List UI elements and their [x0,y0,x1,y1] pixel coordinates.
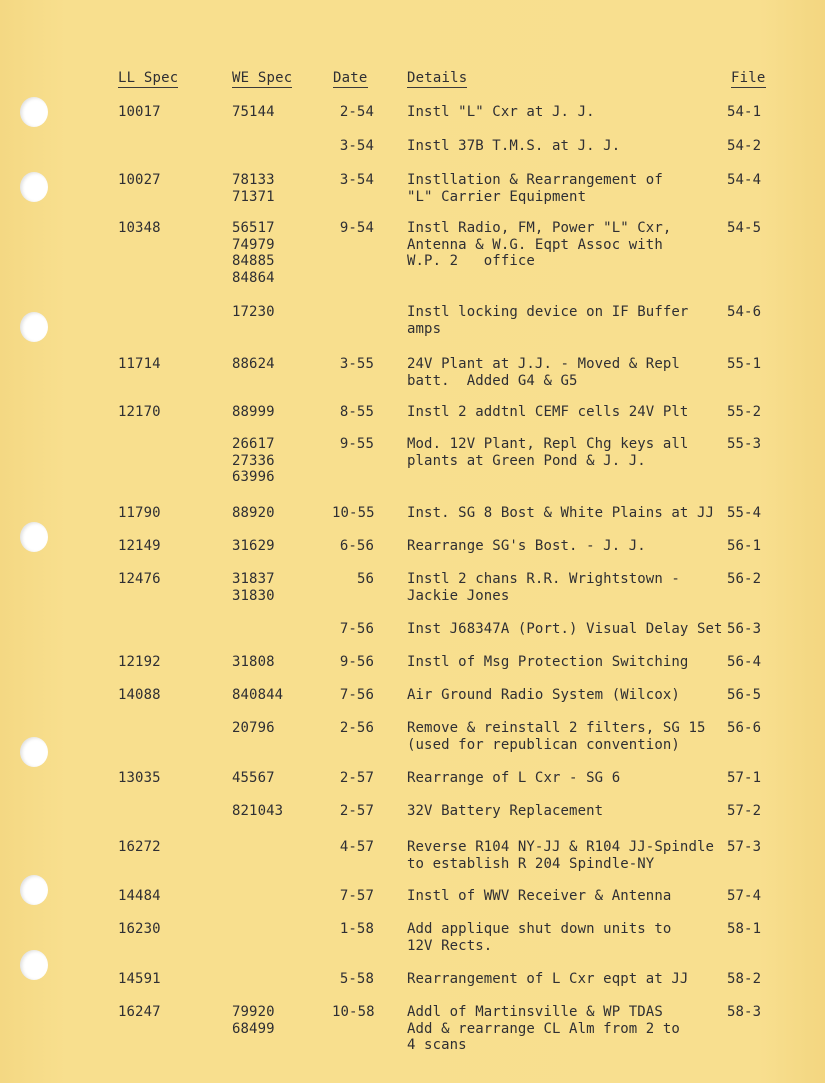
date-cell: 4-57 [339,839,374,855]
date-cell: 2-57 [339,803,374,819]
ll-spec-cell: 14484 [118,888,161,904]
ll-spec-cell: 10027 [118,172,161,188]
binder-hole [20,312,48,342]
details-cell: Reverse R104 NY-JJ & R104 JJ-Spindle to establish R 204 Spindle-NY [407,839,715,872]
details-cell: 32V Battery Replacement [407,803,604,819]
details-cell: Inst. SG 8 Bost & White Plains at JJ [407,505,715,521]
file-number-cell: 54-5 [727,220,762,236]
file-number-cell: 54-2 [727,138,762,154]
details-cell: 24V Plant at J.J. - Moved & Repl batt. Added G4 & G5 [407,356,680,389]
file-number-cell: 58-3 [727,1004,762,1020]
details-cell: Inst J68347A (Port.) Visual Delay Set [407,621,723,637]
binder-hole [20,522,48,552]
we-spec-cell: 840844 [232,687,284,703]
header-we-spec: WE Spec [232,70,293,86]
we-spec-cell: 79920 68499 [232,1004,275,1037]
we-spec-cell: 56517 74979 84885 84864 [232,220,275,286]
file-number-cell: 56-5 [727,687,762,703]
we-spec-cell: 26617 27336 63996 [232,436,275,485]
details-cell: Rearrange SG's Bost. - J. J. [407,538,646,554]
file-number-cell: 57-2 [727,803,762,819]
details-cell: Instl of WWV Receiver & Antenna [407,888,672,904]
date-cell: 1-58 [339,921,374,937]
date-cell: 7-56 [339,687,374,703]
file-number-cell: 56-3 [727,621,762,637]
details-cell: Instl of Msg Protection Switching [407,654,689,670]
file-number-cell: 58-2 [727,971,762,987]
date-cell: 56 [356,571,374,587]
file-number-cell: 54-4 [727,172,762,188]
ll-spec-cell: 10348 [118,220,161,236]
header-date: Date [333,70,368,86]
ll-spec-cell: 16247 [118,1004,161,1020]
we-spec-cell: 75144 [232,104,275,120]
date-cell: 9-54 [339,220,374,236]
ll-spec-cell: 13035 [118,770,161,786]
details-cell: Instl 2 addtnl CEMF cells 24V Plt [407,404,689,420]
date-cell: 3-54 [339,172,374,188]
ll-spec-cell: 12192 [118,654,161,670]
details-cell: Remove & reinstall 2 filters, SG 15 (used for republican convention) [407,720,706,753]
date-cell: 9-56 [339,654,374,670]
details-cell: Instl 2 chans R.R. Wrightstown - Jackie Jones [407,571,680,604]
we-spec-cell: 17230 [232,304,275,320]
ll-spec-cell: 10017 [118,104,161,120]
we-spec-cell: 31837 31830 [232,571,275,604]
we-spec-cell: 821043 [232,803,284,819]
we-spec-cell: 78133 71371 [232,172,275,205]
ll-spec-cell: 12476 [118,571,161,587]
date-cell: 7-57 [339,888,374,904]
ll-spec-cell: 12170 [118,404,161,420]
date-cell: 3-55 [339,356,374,372]
details-cell: Add applique shut down units to 12V Rects. [407,921,672,954]
ll-spec-cell: 16230 [118,921,161,937]
details-cell: Air Ground Radio System (Wilcox) [407,687,680,703]
details-cell: Instl Radio, FM, Power "L" Cxr, Antenna & W.G. Eqpt Assoc with W.P. 2 office [407,220,672,269]
file-number-cell: 55-1 [727,356,762,372]
details-cell: Instl "L" Cxr at J. J. [407,104,595,120]
file-number-cell: 58-1 [727,921,762,937]
ll-spec-cell: 16272 [118,839,161,855]
date-cell: 7-56 [339,621,374,637]
details-cell: Mod. 12V Plant, Repl Chg keys all plants at Green Pond & J. J. [407,436,689,469]
date-cell: 10-58 [332,1004,375,1020]
binder-hole [20,737,48,767]
file-number-cell: 55-3 [727,436,762,452]
we-spec-cell: 20796 [232,720,275,736]
date-cell: 10-55 [332,505,375,521]
file-number-cell: 56-6 [727,720,762,736]
details-cell: Instllation & Rearrangement of "L" Carrier Equipment [407,172,663,205]
header-ll-spec: LL Spec [118,70,179,86]
file-number-cell: 56-2 [727,571,762,587]
date-cell: 3-54 [339,138,374,154]
ll-spec-cell: 14088 [118,687,161,703]
file-number-cell: 54-6 [727,304,762,320]
date-cell: 8-55 [339,404,374,420]
file-number-cell: 54-1 [727,104,762,120]
file-number-cell: 57-1 [727,770,762,786]
ll-spec-cell: 12149 [118,538,161,554]
file-number-cell: 56-1 [727,538,762,554]
ll-spec-cell: 11790 [118,505,161,521]
ll-spec-cell: 14591 [118,971,161,987]
binder-hole [20,97,48,127]
file-number-cell: 57-4 [727,888,762,904]
binder-hole [20,950,48,980]
details-cell: Rearrange of L Cxr - SG 6 [407,770,621,786]
date-cell: 6-56 [339,538,374,554]
we-spec-cell: 31808 [232,654,275,670]
binder-hole [20,875,48,905]
we-spec-cell: 88624 [232,356,275,372]
we-spec-cell: 31629 [232,538,275,554]
details-cell: Rearrangement of L Cxr eqpt at JJ [407,971,689,987]
header-file: File [731,70,766,86]
file-number-cell: 55-4 [727,505,762,521]
header-details: Details [407,70,468,86]
date-cell: 2-54 [339,104,374,120]
date-cell: 2-56 [339,720,374,736]
details-cell: Addl of Martinsville & WP TDAS Add & rearrange CL Alm from 2 to 4 scans [407,1004,680,1053]
details-cell: Instl locking device on IF Buffer amps [407,304,689,337]
ll-spec-cell: 11714 [118,356,161,372]
we-spec-cell: 88999 [232,404,275,420]
file-number-cell: 55-2 [727,404,762,420]
file-number-cell: 57-3 [727,839,762,855]
binder-hole [20,172,48,202]
date-cell: 9-55 [339,436,374,452]
we-spec-cell: 88920 [232,505,275,521]
date-cell: 5-58 [339,971,374,987]
details-cell: Instl 37B T.M.S. at J. J. [407,138,621,154]
date-cell: 2-57 [339,770,374,786]
file-number-cell: 56-4 [727,654,762,670]
we-spec-cell: 45567 [232,770,275,786]
